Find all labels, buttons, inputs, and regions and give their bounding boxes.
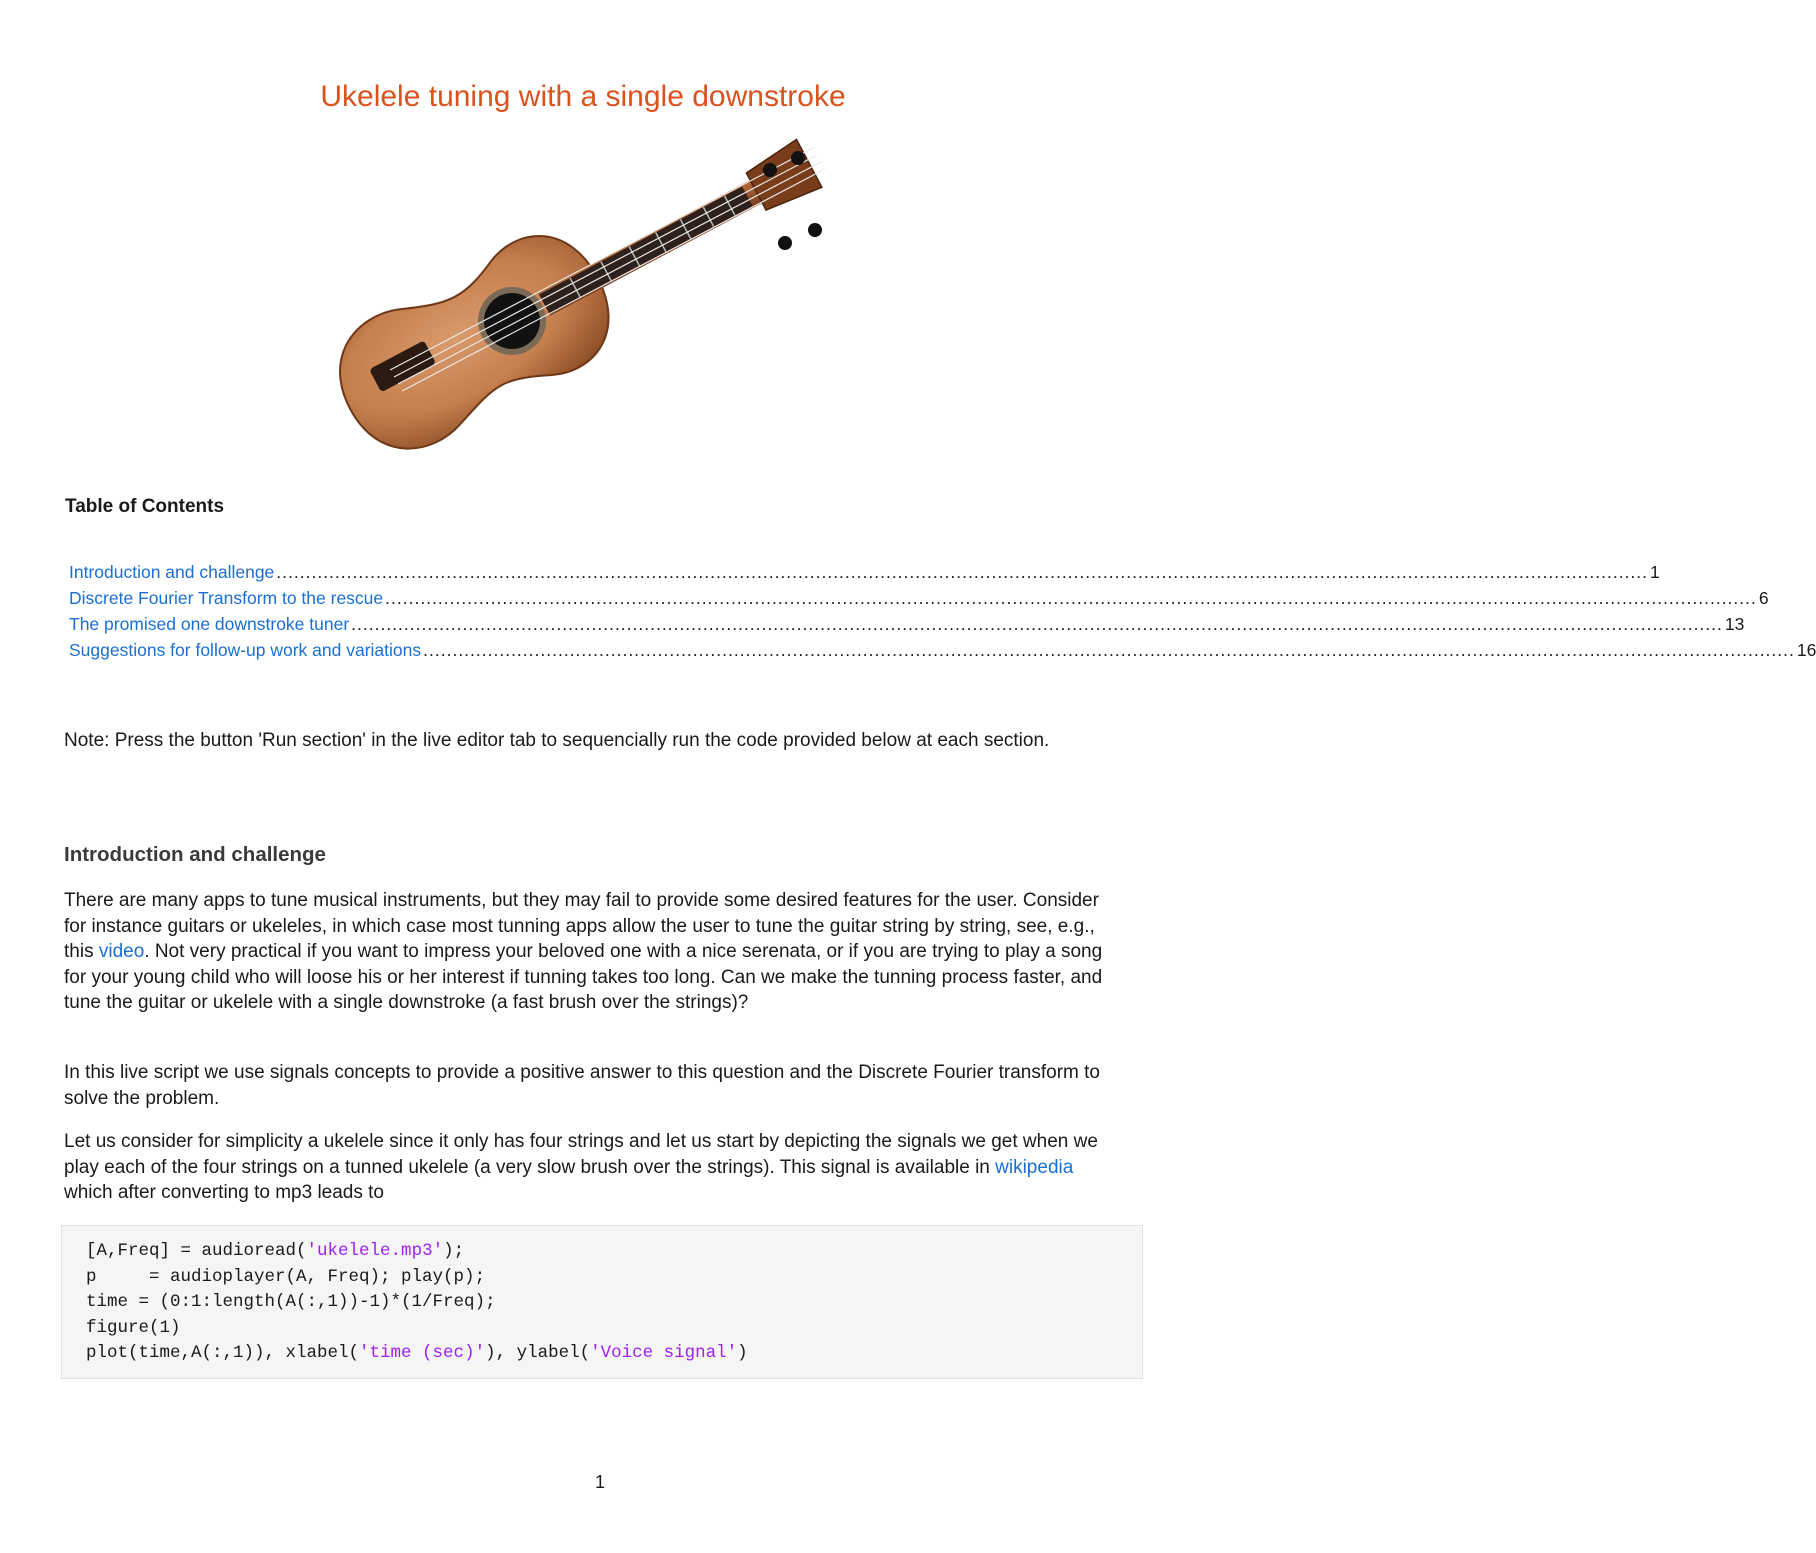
table-of-contents [69,559,1816,663]
toc-dot-leader: .......................................................................................................................................................................................................................................... [351,614,1723,634]
toc-link-tuner[interactable]: The promised one downstroke tuner [69,614,350,634]
toc-link-introduction[interactable]: Introduction and challenge [69,562,275,582]
toc-dot-leader: .......................................................................................................................................................................................................................................... [276,562,1649,582]
toc-page-number: 6 [1758,588,1769,608]
toc-entry [69,585,1769,611]
toc-link-dft[interactable]: Discrete Fourier Transform to the rescue [69,588,384,608]
paragraph-text: There are many apps to tune musical instruments, but they may fail to provide some desired features for the user. Consider for instance guitars or ukeleles, in which case most tunning apps allow the user to tune the guitar string by string, see, e.g., this [64,890,1099,962]
toc-page-number: 1 [1650,562,1660,582]
video-link[interactable]: video [98,941,145,962]
code-token: ), ylabel( [485,1343,591,1363]
code-string: 'Voice signal' [590,1343,738,1363]
toc-heading: Table of Contents [65,496,225,517]
paragraph-text: . Not very practical if you want to impress your beloved one with a nice serenata, or if you are trying to play a song for your young child who will loose his or her interest if tunning takes too long. Can we make the tunning process faster, and tune the guitar or ukelele with a single downstroke (a fast brush over the strings)? [64,941,1103,1013]
note-label: Note: [64,730,110,751]
intro-paragraph-2: In this live script we use signals concepts to provide a positive answer to this question and the Discrete Fourier transform to solve the problem. [64,1062,1100,1109]
code-token: plot(time,A(:,1)), xlabel( [86,1343,360,1363]
toc-dot-leader: .......................................................................................................................................................................................................................................... [385,588,1757,608]
code-token: figure(1) [86,1317,181,1338]
code-token: time = (0:1:length(A(:,1))-1)*(1/Freq); [86,1292,496,1312]
note-text: Press the button 'Run section' in the live editor tab to sequencially run the code provided below at each section. [109,730,1050,751]
code-string: 'time (sec)' [359,1343,486,1363]
wikipedia-link[interactable]: wikipedia [995,1156,1074,1178]
code-line [86,1290,1118,1316]
code-block[interactable] [61,1225,1143,1379]
code-token: ); [443,1241,465,1261]
paragraph-text: Let us consider for simplicity a ukelele since it only has four strings and let us start by depicting the signals we get when we play each of the four strings on a tunned ukelele (a very slow brush over the strings). This signal is available in [64,1131,1098,1178]
code-token: [A,Freq] = audioread( [86,1241,307,1261]
toc-page-number: 16 [1796,640,1816,660]
intro-paragraph-1 [64,888,1119,1016]
toc-link-suggestions[interactable]: Suggestions for follow-up work and variations [69,640,422,660]
toc-page-number: 13 [1724,614,1745,634]
note-paragraph [64,728,1119,754]
paragraph-text: which after converting to mp3 leads to [64,1182,385,1203]
code-line [86,1316,1118,1342]
code-token: ) [737,1343,748,1363]
ukulele-image [315,148,855,453]
code-token: p = audioplayer(A, Freq); play(p); [86,1266,486,1287]
code-string: 'ukelele.mp3' [306,1241,444,1261]
code-line [86,1265,1118,1291]
toc-entry [69,637,1816,663]
toc-entry [69,559,1660,585]
toc-dot-leader: .......................................................................................................................................................................................................................................... [423,640,1795,660]
toc-entry [69,611,1745,637]
code-line [86,1341,1118,1367]
page-number: 1 [594,1472,605,1492]
code-line [86,1239,1118,1265]
intro-paragraph-3 [64,1129,1119,1206]
document-title: Ukelele tuning with a single downstroke [320,80,846,113]
section-heading: Introduction and challenge [64,843,326,866]
